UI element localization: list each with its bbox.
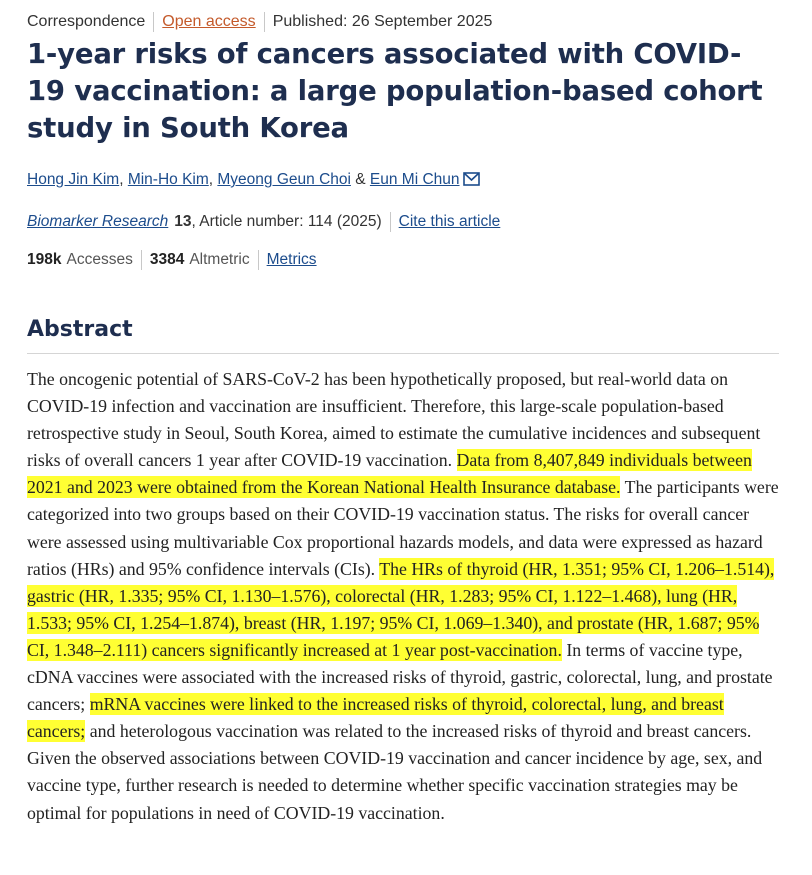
mail-icon[interactable] — [463, 171, 480, 193]
highlighted-text: mRNA vaccines were linked to the increased risks of thyroid, colorectal, lung, and breast cancers; — [27, 694, 724, 742]
abstract-text: The participants were categorized into two groups based on their COVID-19 vaccination status. The risks for overall cancer were assessed using multivariable Cox proportional hazards models, and data were expressed as hazard ratios (HRs) and 95% confidence intervals (CIs). — [27, 477, 779, 579]
abstract-body — [27, 366, 779, 827]
abstract-heading: Abstract — [27, 315, 779, 354]
altmetric-count: 3384 — [149, 251, 185, 268]
article-type: Correspondence — [27, 13, 146, 30]
article-meta — [27, 10, 779, 34]
abstract-text: and heterologous vaccination was related to the increased risks of thyroid and breast cancers. Given the observed associations between COVID-19 vaccination and cancer incidence by age, sex, and vaccine type, further research is needed to determine whether specific vaccination strategies may be optimal for populations in need of COVID-19 vaccination. — [27, 721, 763, 823]
divider — [264, 12, 265, 32]
author-separator: & — [350, 171, 370, 188]
author-link[interactable]: Myeong Geun Choi — [217, 171, 351, 188]
accesses-count: 198k — [27, 251, 62, 268]
article-page — [27, 10, 779, 827]
metrics-link[interactable]: Metrics — [266, 251, 317, 268]
altmetric-label: Altmetric — [189, 251, 250, 268]
highlighted-text: Data from 8,407,849 individuals between 2021 and 2023 were obtained from the Korean National Health Insurance database. — [27, 450, 752, 498]
article-metrics — [27, 249, 779, 271]
author-list — [27, 169, 779, 193]
divider — [390, 212, 391, 232]
article-number: , Article number: 114 (2025) — [191, 213, 382, 230]
journal-info — [27, 211, 779, 233]
article-title: 1-year risks of cancers associated with COVID-19 vaccination: a large population-based cohort study in South Korea — [27, 38, 763, 144]
author-separator: , — [119, 171, 128, 188]
abstract-text: The oncogenic potential of SARS-CoV-2 has been hypothetically proposed, but real-world data on COVID-19 infection and vaccination are insufficient. Therefore, this large-scale population-based retrospective study in Seoul, South Korea, aimed to estimate the cumulative incidences and subsequent risks of overall cancers 1 year after COVID-19 vaccination. — [27, 369, 761, 471]
divider — [153, 12, 154, 32]
published-date: Published: 26 September 2025 — [272, 13, 493, 30]
divider — [258, 250, 259, 270]
author-separator: , — [208, 171, 218, 188]
author-link[interactable]: Hong Jin Kim — [27, 171, 120, 188]
journal-volume: 13 — [174, 213, 192, 230]
highlighted-text: The HRs of thyroid (HR, 1.351; 95% CI, 1.206–1.514), gastric (HR, 1.335; 95% CI, 1.130–1.576), colorectal (HR, 1.283; 95% CI, 1.122–1.468), lung (HR, 1.533; 95% CI, 1.254–1.874), breast (HR, 1.197; 95% CI, 1.069–1.340), and prostate (HR, 1.687; 95% CI, 1.348–2.111) cancers significantly increased at 1 year post-vaccination. — [27, 558, 775, 660]
author-link[interactable]: Eun Mi Chun — [369, 171, 460, 188]
divider — [141, 250, 142, 270]
author-link[interactable]: Min-Ho Kim — [127, 171, 209, 188]
open-access-link[interactable]: Open access — [162, 13, 256, 30]
accesses-label: Accesses — [66, 251, 133, 268]
journal-link[interactable]: Biomarker Research — [27, 213, 169, 230]
cite-article-link[interactable]: Cite this article — [398, 213, 501, 230]
abstract-text: In terms of vaccine type, cDNA vaccines were associated with the increased risks of thyroid, gastric, colorectal, lung, and prostate cancers; — [27, 639, 773, 715]
